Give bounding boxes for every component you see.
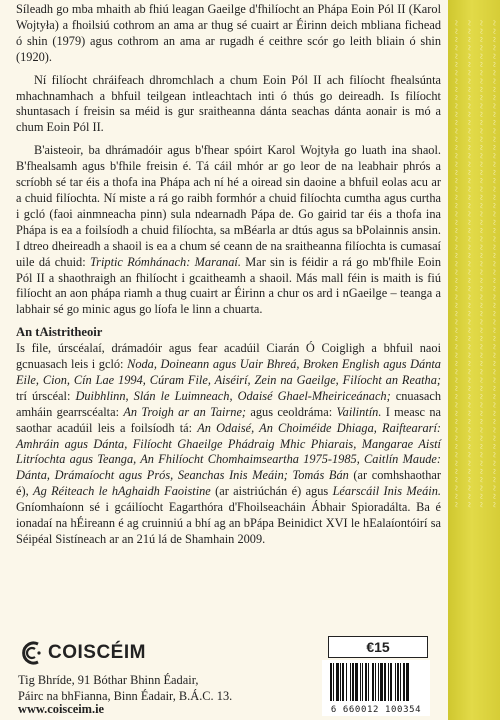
academic-title-2: Ag Réiteach le hAghaidh Faoistine <box>33 484 211 499</box>
academic-title-3: Léarscáil Inis Meáin. <box>332 484 441 499</box>
barcode-bar <box>375 663 376 701</box>
academic-title-2-note: (ar aistriúchán é) <box>215 484 302 499</box>
translator-paragraph <box>16 341 441 548</box>
barcode-bar <box>378 663 379 701</box>
barcode-number: 6 660012 100354 <box>330 705 422 715</box>
barcode-bar <box>342 663 344 701</box>
academic-and: agus <box>305 484 329 499</box>
publisher-logo <box>18 638 146 668</box>
paragraph-conclusion-text: Mar sin is féidir a rá go mb'fhile Eoin Pól II a shaothraigh an fhilíocht i gcaitheamh a shaoil. Más mall féin is maith is fiú filíocht an aon phápa riamh a thug cuairt ar Éirinn a chur os ard i nGaeilge – teanga a labhair sé go minic agus go líofa le linn a chuarta. <box>16 254 442 317</box>
academic-co-note: (ar comhshaothar é), <box>16 468 441 499</box>
decorative-script-strip <box>448 0 500 720</box>
address-line-1: Tig Bhríde, 91 Bóthar Bhinn Éadair, <box>18 673 199 687</box>
paragraph-poetry-style: Ní filíocht chráifeach dhromchlach a chum Eoin Pól II ach filíocht fhealsúnta mhachnamhach a bhfuil teilgean intleachtach inti ó thús go deireadh. Is filíocht shuntasach í freisin sa méid is gur sraitheanna dánta seachas dánta aonair is mó a chum Eoin Pól II. <box>16 72 441 135</box>
publisher-website[interactable]: www.coisceim.ie <box>18 702 105 716</box>
play-intro: agus ceoldráma: <box>250 404 333 419</box>
story-title: An Troigh ar an Tairne; <box>123 404 247 419</box>
play-title: Vailintín. <box>336 404 382 419</box>
barcode-bar <box>340 663 341 701</box>
barcode-bar <box>388 663 389 701</box>
novels-intro: trí úrscéal: <box>16 388 71 403</box>
poetry-titles: Noda, Doineann agus Uair Bhreá, Broken English agus Dánta Eile, Cion, Cín Lae 1994, Cúram File, Aiséirí, Zein na Gaeilge, Filíocht an Reatha; <box>16 357 441 387</box>
barcode-bar <box>350 663 351 701</box>
barcode-bar <box>360 663 361 701</box>
barcode-bar <box>400 663 401 701</box>
publisher-address <box>18 672 232 704</box>
barcode-bar <box>368 663 369 701</box>
barcode-bar <box>355 663 358 701</box>
translator-intro: Is file, úrscéalaí, drámadóir agus fear acadúil Ciarán Ó Coigligh a bhfuil naoi gcnuasach leis i gcló: <box>16 341 441 372</box>
publisher-name: COISCÉIM <box>48 642 146 663</box>
barcode-bar <box>372 663 374 701</box>
barcode-bar <box>406 663 409 701</box>
barcode-bar <box>336 663 339 701</box>
paragraph-biography-text: B'aisteoir, ba dhrámadóir agus b'fhear spóirt Karol Wojtyła go luath ina shaol. B'fhealsamh agus b'fhile freisin é. Tá cáil mhór ar go leor de na leabhair phrós a scríobh sé tar éis a thofa ina Phápa ach ní hé a oiread sin daoine a bhfuil eolas acu ar a chuid filíochta. Ní miste a rá go raibh formhór a chuid filíochta cumtha agus curtha i gcló (faoi ainmneacha pinn) sula ndearnadh Pápa de. Go gairid tar éis a thofa ina Phápa is ea a foilsíodh a chuid filíochta, sa mBéarla ar dtús agus sa bPolainnis ansin. I dtreo dheireadh a shaoil is ea a chum sé ceann de na sraitheanna filíochta is cumasaí uile dá chuid: <box>16 143 441 269</box>
barcode-bar <box>333 663 334 701</box>
story-intro: cnuasach amháin gearrscéalta: <box>16 388 441 419</box>
barcode-bar <box>362 663 363 701</box>
paragraph-biography <box>16 143 441 318</box>
triptych-title: Triptic Rómhánach: Maranaí. <box>89 254 241 269</box>
barcode-bar <box>352 663 354 701</box>
academic-intro: I measc na saothar acadúil leis a foilsíodh tá: <box>16 404 441 435</box>
body-text <box>16 2 441 548</box>
barcode <box>322 660 430 716</box>
barcode-bars <box>322 660 430 704</box>
barcode-bar <box>330 663 332 701</box>
coisceim-logo-icon <box>18 638 46 668</box>
barcode-bar <box>380 663 383 701</box>
barcode-bar <box>346 663 347 701</box>
paragraph-intro: Síleadh go mba mhaith ab fhiú leagan Gaeilge d'fhilíocht an Phápa Eoin Pól II (Karol Wojtyła) a fhoilsiú cothrom an ama ar thug sé cuairt ar Éirinn deich mbliana fichead ó shin (1979) agus cothrom an ama ar rugadh é ceithre scór go leith bliain ó shin (1920). <box>16 2 441 64</box>
decorative-script-texture: ~ ~ ~ ~ ~ ~ ~ ~ ~ ~ ~ ~ ~ ~ ~ ~ ~ ~ ~ ~ ~ ~ ~ ~ ~ ~ ~ ~ ~ ~ ~ ~ ~ ~ ~ ~ ~ ~ ~ ~ ~ ~ ~ ~ ~ ~ ~ ~ ~ ~ ~ ~ ~ ~ ~ ~ ~ ~ ~ ~ ~ ~ ~ ~ ~ ~ ~ ~ ~ ~ ~ ~ ~ ~ ~ ~ ~ ~ ~ ~ ~ ~ ~ ~ ~ ~ ~ ~ ~ ~ ~ ~ ~ ~ ~ ~ ~ ~ ~ ~ ~ ~ ~ ~ ~ ~ ~ ~ ~ ~ ~ ~ ~ ~ ~ ~ ~ ~ ~ ~ ~ ~ ~ ~ ~ ~ ~ ~ ~ ~ ~ ~ ~ ~ ~ ~ ~ ~ ~ ~ ~ ~ ~ ~ ~ ~ ~ ~ ~ ~ ~ ~ ~ ~ ~ ~ ~ ~ ~ ~ ~ ~ ~ ~ ~ ~ ~ ~ ~ ~ ~ ~ ~ ~ ~ ~ ~ ~ ~ ~ ~ ~ ~ ~ ~ ~ ~ ~ ~ ~ ~ ~ ~ ~ ~ ~ ~ ~ ~ ~ ~ ~ ~ ~ ~ ~ ~ ~ ~ ~ ~ ~ ~ ~ ~ ~ ~ ~ ~ ~ ~ ~ ~ ~ ~ ~ ~ ~ ~ ~ ~ ~ ~ ~ ~ ~ <box>451 20 499 508</box>
translator-heading: An tAistritheoir <box>16 325 103 340</box>
barcode-bar <box>403 663 405 701</box>
translator-outro: Gníomhaíonn sé i gcáilíocht Eagarthóra d'Fhoilseacháin Ábhair Spioradálta. Ba é ionadaí na hÉireann é ag cruinniú a bhí ag an bPápa Beinidict XVI le hEalaíontóirí sa Séipéal Sistíneach ar an 21ú lá de Shamhain 2009. <box>16 500 441 546</box>
barcode-bar <box>395 663 396 701</box>
address-line-2: Páirc na bhFianna, Binn Éadair, B.Á.C. 13. <box>18 689 233 703</box>
academic-titles: An Odaisé, An Choiméide Dhiaga, Raifteararí: Amhráin agus Dánta, Filíocht Ghaeilge Phádraig Mhic Phiarais, Mangarae Aistí Litríochta agus Teanga, An Fhilíocht Chomhaimseartha 1975-1985, Caitlín Maude: Dánta, Drámaíocht agus Prós, Seanchas Inis Meáin; Tomás Bán <box>16 420 441 483</box>
barcode-bar <box>384 663 386 701</box>
barcode-bar <box>390 663 392 701</box>
novel-titles: Duibhlinn, Slán le Luimneach, Odaisé Ghael-Mheiriceánach; <box>75 388 391 403</box>
barcode-bar <box>365 663 367 701</box>
barcode-bar <box>397 663 399 701</box>
price-label: €15 <box>328 636 428 658</box>
